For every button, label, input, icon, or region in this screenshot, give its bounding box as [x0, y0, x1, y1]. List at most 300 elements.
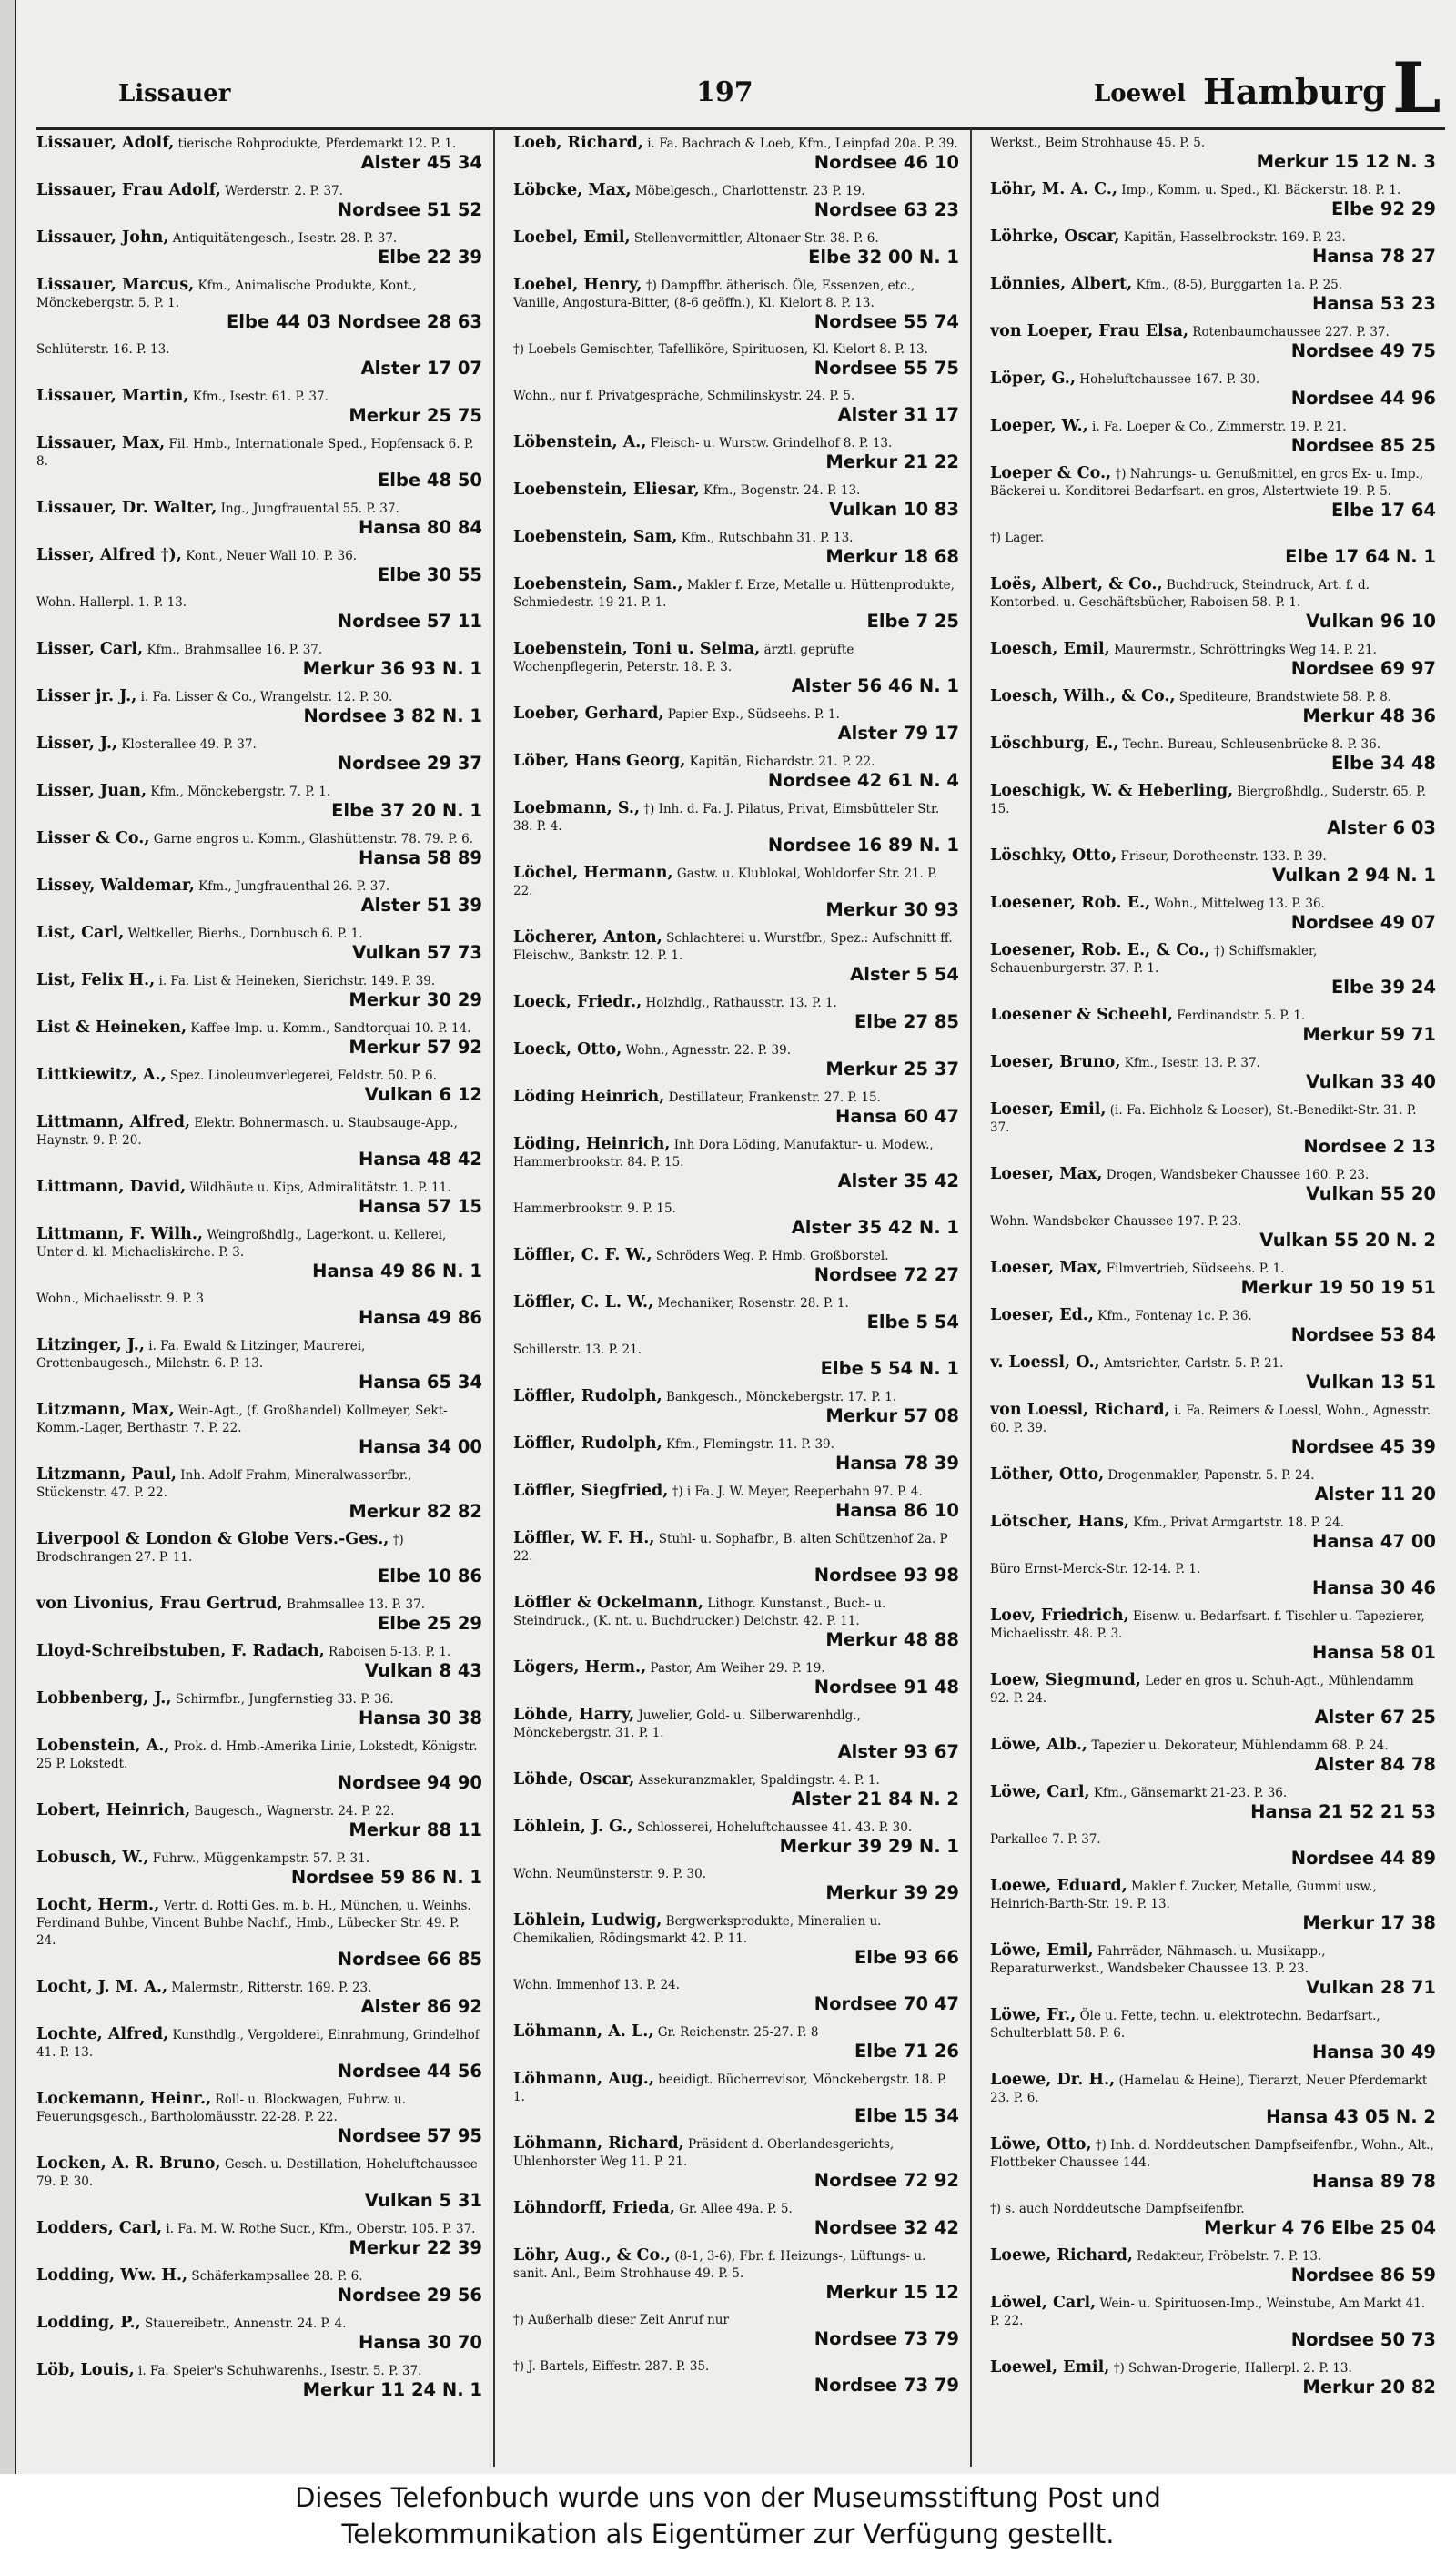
entry-line [990, 641, 1436, 659]
entry-details: Makler f. Zucker, Metalle, Gummi usw., Heinrich-Barth-Str. 19. P. 13. [990, 1880, 1377, 1911]
entry-name: Loesener & Scheehl, [990, 1007, 1173, 1024]
directory-entry [36, 341, 482, 379]
entry-details: Techn. Bureau, Schleusenbrücke 8. P. 36. [1122, 737, 1381, 752]
entry-telephone: Hansa 89 78 [1312, 2171, 1436, 2192]
entry-details: (8-1, 3-6), Fbr. f. Heizungs-, Lüftungs- u. sanit. Anl., Beim Strohhause 49. P. 5. [513, 2249, 926, 2281]
entry-line [990, 1466, 1436, 1485]
entry-line [513, 341, 959, 359]
entry-details: Kfm., Isestr. 13. P. 37. [1124, 1056, 1260, 1070]
entry-name: Loeber, Gerhard, [513, 705, 664, 723]
directory-entry [513, 182, 959, 220]
entry-name: Loeck, Friedr., [513, 994, 642, 1011]
entry-telephone: Hansa 58 01 [1312, 1642, 1436, 1663]
entry-name: Locht, J. M. A., [36, 1979, 168, 1996]
entry-details: Kfm., Rutschbahn 31. P. 13. [681, 531, 854, 545]
entry-telephone: Alster 79 17 [837, 723, 959, 744]
entry-line [36, 1643, 482, 1661]
entry-line [513, 1041, 959, 1059]
entry-telephone: Hansa 30 49 [1312, 2042, 1436, 2062]
entry-line [513, 1707, 959, 1742]
entry-details: Kfm., Brahmsallee 16. P. 37. [147, 643, 323, 657]
directory-entry [36, 2091, 482, 2146]
entry-name: Löffler, C. F. W., [513, 1247, 652, 1264]
entry-telephone: Merkur 22 39 [349, 2237, 482, 2258]
entry-details: Inh Dora Löding, Manufaktur- u. Modew., Hammerbrookstr. 84. P. 15. [513, 1138, 934, 1170]
entry-telephone: Nordsee 57 95 [337, 2125, 482, 2146]
entry-name: Lissauer, Adolf, [36, 135, 175, 152]
entry-details: beeidigt. Bücherrevisor, Mönckebergstr. 18. P. 1. [513, 2073, 947, 2104]
entry-name: Lobenstein, A., [36, 1738, 170, 1755]
entry-telephone: Elbe 93 66 [854, 1947, 959, 1968]
entry-line [990, 942, 1436, 978]
entry-details: Spediteure, Brandstwiete 58. P. 8. [1178, 690, 1392, 704]
entry-name: Löding Heinrich, [513, 1089, 665, 1106]
entry-line [990, 847, 1436, 866]
entry-line [513, 800, 959, 836]
entry-line [36, 1226, 482, 1262]
entry-line [513, 1089, 959, 1107]
entry-line [36, 2315, 482, 2333]
entry-telephone: Nordsee 53 84 [1290, 1324, 1436, 1345]
entry-details: †) Inh. d. Fa. J. Pilatus, Privat, Eimsbütteler Str. 38. P. 4. [513, 802, 940, 834]
entry-telephone: Merkur 18 68 [825, 546, 959, 567]
entry-details: i. Fa. Loeper & Co., Zimmerstr. 19. P. 21. [1092, 420, 1347, 434]
entry-name: Lissauer, John, [36, 229, 169, 247]
entry-details: Weingroßhdlg., Lagerkont. u. Kellerei, Unter d. kl. Michaeliskirche. P. 3. [36, 1228, 447, 1260]
directory-entry [36, 1337, 482, 1393]
entry-name: Litzmann, Paul, [36, 1466, 177, 1484]
directory-entry [513, 1342, 959, 1379]
directory-entry [990, 370, 1436, 409]
entry-details: Malermstr., Ritterstr. 169. P. 23. [171, 1981, 372, 1995]
entry-telephone: Elbe 5 54 [866, 1312, 959, 1333]
entry-telephone: Nordsee 91 48 [814, 1677, 959, 1698]
entry-name: Loeck, Otto, [513, 1041, 622, 1059]
entry-name: Loeschigk, W. & Heberling, [990, 783, 1234, 800]
directory-entry [513, 929, 959, 985]
entry-name: Löffler, W. F. H., [513, 1530, 655, 1547]
entry-telephone: Merkur 39 29 N. 1 [779, 1836, 959, 1857]
directory-entry [36, 500, 482, 538]
entry-details: Präsident d. Oberlandesgerichts, Uhlenhorster Weg 11. P. 21. [513, 2137, 895, 2169]
entry-telephone: Nordsee 70 47 [814, 1993, 959, 2014]
directory-entry [513, 1771, 959, 1809]
entry-details: Schillerstr. 13. P. 21. [513, 1343, 642, 1357]
directory-entry [990, 465, 1436, 521]
entry-details: Buchdruck, Steindruck, Art. f. d. Kontorbed. u. Geschäftsbücher, Raboisen 58. P. 1. [990, 578, 1370, 610]
entry-line [990, 1354, 1436, 1373]
entry-name: Loesch, Emil, [990, 641, 1110, 658]
directory-entry [990, 641, 1436, 679]
entry-telephone: Nordsee 93 98 [814, 1565, 959, 1586]
entry-line [990, 735, 1436, 754]
entry-telephone: Vulkan 13 51 [1306, 1372, 1436, 1393]
entry-details: Wohn. Hallerpl. 1. P. 13. [36, 595, 187, 610]
footer-notice [0, 2474, 1456, 2554]
entry-details: Kfm., Isestr. 61. P. 37. [192, 390, 329, 404]
directory-entry [513, 481, 959, 520]
entry-details: †) Dampffbr. ätherisch. Öle, Essenzen, etc., Vanille, Angostura-Bitter, (8-6 geöffn.), Kl. Kielort 8. P. 13. [513, 279, 915, 310]
directory-entry [36, 641, 482, 679]
entry-details: †) s. auch Norddeutsche Dampfseifenfbr. [990, 2202, 1245, 2216]
entry-telephone: Vulkan 2 94 N. 1 [1271, 865, 1436, 886]
entry-details: Ing., Jungfrauental 55. P. 37. [220, 502, 399, 516]
directory-entry [990, 2295, 1436, 2350]
entry-line [36, 2026, 482, 2062]
entry-name: Loebenstein, Sam, [513, 529, 678, 546]
entry-line [36, 1019, 482, 1038]
directory-entry [513, 1388, 959, 1426]
entry-details: Friseur, Dorotheenstr. 133. P. 39. [1120, 849, 1327, 864]
entry-telephone: Merkur 82 82 [349, 1501, 482, 1522]
entry-telephone: Elbe 92 29 [1330, 198, 1436, 219]
directory-entry [36, 783, 482, 821]
entry-name: Löffler & Ockelmann, [513, 1595, 704, 1612]
entry-line [513, 1659, 959, 1677]
entry-line [990, 1402, 1436, 1437]
directory-entry [36, 2155, 482, 2211]
entry-telephone: Nordsee 2 13 [1303, 1136, 1436, 1157]
entry-telephone: Nordsee 42 61 N. 4 [767, 770, 959, 791]
entry-details: (Hamelau & Heine), Tierarzt, Neuer Pferdemarkt 23. P. 6. [990, 2073, 1428, 2105]
entry-details: Kfm., Privat Armgartstr. 18. P. 24. [1133, 1515, 1345, 1530]
column-1 [36, 135, 482, 2465]
entry-telephone: Elbe 37 20 N. 1 [331, 800, 482, 821]
directory-entry [513, 2135, 959, 2191]
entry-details: Werkst., Beim Strohhause 45. P. 5. [990, 136, 1206, 150]
entry-details: †) Loebels Gemischter, Tafelliköre, Spirituosen, Kl. Kielort 8. P. 13. [513, 342, 928, 357]
directory-entry [36, 1067, 482, 1105]
entry-telephone: Merkur 39 29 [825, 1882, 959, 1903]
entry-name: Löwe, Fr., [990, 2007, 1077, 2024]
entry-name: Löwel, Carl, [990, 2295, 1097, 2312]
entry-telephone: Nordsee 55 74 [814, 311, 959, 332]
entry-line [513, 1866, 959, 1883]
directory-entry [36, 1114, 482, 1170]
entry-line [513, 434, 959, 452]
entry-name: Löhlein, J. G., [513, 1819, 633, 1836]
entry-name: Löhmann, Richard, [513, 2135, 684, 2153]
directory-entry [513, 994, 959, 1032]
entry-line [36, 547, 482, 565]
entry-details: Wohn. Wandsbeker Chaussee 197. P. 23. [990, 1214, 1242, 1229]
entry-telephone: Merkur 57 92 [349, 1037, 482, 1058]
entry-line [990, 228, 1436, 247]
entry-telephone: Alster 31 17 [837, 404, 959, 425]
entry-name: Löwe, Otto, [990, 2136, 1092, 2154]
entry-telephone: Merkur 20 82 [1302, 2377, 1436, 2397]
entry-telephone: Hansa 30 46 [1312, 1577, 1436, 1598]
entry-telephone: Hansa 30 38 [359, 1708, 482, 1728]
entry-name: Löhde, Oscar, [513, 1771, 635, 1789]
entry-line [36, 1337, 482, 1373]
entry-line [990, 2201, 1436, 2218]
entry-telephone: Nordsee 55 75 [814, 358, 959, 379]
entry-name: Löhr, M. A. C., [990, 181, 1117, 198]
directory-entry [36, 688, 482, 726]
entry-name: Littmann, Alfred, [36, 1114, 191, 1131]
entry-line [513, 1483, 959, 1501]
entry-details: Makler f. Erze, Metalle u. Hüttenprodukte, Schmiedestr. 19-21. P. 1. [513, 578, 955, 610]
footer-line: Telekommunikation als Eigentümer zur Verfügung gestellt. [341, 2519, 1115, 2549]
entry-name: Lobbenberg, J., [36, 1690, 172, 1708]
entry-line [36, 925, 482, 943]
entry-details: i. Fa. M. W. Rothe Sucr., Kfm., Oberstr. 105. P. 37. [166, 2222, 476, 2236]
entry-line [513, 229, 959, 248]
directory-entry [36, 1226, 482, 1282]
entry-name: Lisser, Juan, [36, 783, 147, 800]
directory-entry [990, 1054, 1436, 1092]
directory-entry [513, 277, 959, 332]
entry-details: Wein- u. Spirituosen-Imp., Weinstube, Am Markt 41. P. 22. [990, 2296, 1426, 2328]
entry-name: Lissauer, Frau Adolf, [36, 182, 221, 199]
entry-telephone: Hansa 49 86 N. 1 [312, 1261, 482, 1282]
directory-entry [513, 2071, 959, 2126]
entry-name: Liverpool & London & Globe Vers.-Ges., [36, 1531, 389, 1548]
directory-entry [513, 1201, 959, 1238]
entry-line [513, 1136, 959, 1171]
entry-telephone: Nordsee 46 10 [814, 152, 959, 173]
entry-telephone: Nordsee 72 92 [814, 2170, 959, 2191]
entry-telephone: Hansa 21 52 21 53 [1250, 1801, 1436, 1822]
directory-entry [513, 800, 959, 856]
entry-details: Möbelgesch., Charlottenstr. 23 P. 19. [634, 184, 865, 198]
entry-line [990, 1307, 1436, 1325]
entry-line [513, 994, 959, 1012]
entry-name: Löhrke, Oscar, [990, 228, 1120, 246]
directory-entry [990, 2136, 1436, 2192]
entry-telephone: Vulkan 8 43 [364, 1660, 482, 1681]
directory-entry [990, 1466, 1436, 1505]
entry-details: Wohn., Agnesstr. 22. P. 39. [625, 1043, 791, 1058]
entry-details: Assekuranzmakler, Spaldingstr. 4. P. 1. [638, 1773, 880, 1788]
entry-details: i. Fa. List & Heineken, Sierichstr. 149. P. 39. [158, 974, 436, 988]
directory-entry [36, 1738, 482, 1793]
entry-telephone: Alster 45 34 [360, 152, 482, 173]
entry-name: Litzmann, Max, [36, 1402, 175, 1419]
entry-name: Lissauer, Martin, [36, 388, 189, 405]
entry-details: Biergroßhdlg., Suderstr. 65. P. 15. [990, 785, 1426, 816]
entry-line [513, 2312, 959, 2329]
entry-details: Büro Ernst-Merck-Str. 12-14. P. 1. [990, 1562, 1201, 1576]
entry-line [513, 1819, 959, 1837]
entry-name: Löhmann, A. L., [513, 2023, 654, 2041]
entry-name: List, Carl, [36, 925, 125, 942]
entry-line [513, 2358, 959, 2376]
directory-entry [990, 1166, 1436, 1204]
directory-entry [36, 388, 482, 426]
entry-line [513, 705, 959, 724]
entry-name: Löwe, Emil, [990, 1942, 1094, 1960]
entry-name: Löhmann, Aug., [513, 2071, 654, 2088]
directory-entry [990, 1514, 1436, 1552]
entry-details: Werderstr. 2. P. 37. [225, 184, 343, 198]
directory-entry [36, 877, 482, 916]
entry-name: Loebenstein, Eliesar, [513, 481, 700, 499]
entry-line [36, 1114, 482, 1150]
directory-entry [513, 705, 959, 744]
entry-telephone: Hansa 43 05 N. 2 [1266, 2106, 1436, 2127]
entry-name: Loewel, Emil, [990, 2359, 1110, 2377]
entry-telephone: Alster 35 42 [837, 1171, 959, 1191]
entry-telephone: Merkur 30 29 [349, 989, 482, 1010]
directory-entry [513, 1866, 959, 1903]
entry-details: Bergwerksprodukte, Mineralien u. Chemikalien, Rödingsmarkt 42. P. 11. [513, 1914, 882, 1946]
entry-line [36, 1402, 482, 1437]
directory-entry [990, 1672, 1436, 1728]
entry-details: Wein-Agt., (f. Großhandel) Kollmeyer, Sekt-Komm.-Lager, Berthastr. 7. P. 22. [36, 1404, 448, 1435]
directory-entry [513, 2200, 959, 2238]
entry-telephone: Nordsee 29 37 [337, 753, 482, 774]
entry-name: Littmann, David, [36, 1179, 187, 1196]
entry-details: Wohn., Michaelisstr. 9. P. 3 [36, 1292, 204, 1306]
entry-line [513, 1435, 959, 1454]
entry-line [36, 783, 482, 801]
directory-entry [990, 688, 1436, 726]
entry-line [513, 529, 959, 547]
entry-details: Tapezier u. Dekorateur, Mühlendamm 68. P. 24. [1091, 1738, 1389, 1753]
entry-line [990, 2136, 1436, 2172]
entry-telephone: Vulkan 55 20 [1306, 1183, 1436, 1204]
entry-line [36, 2267, 482, 2285]
entry-line [513, 1595, 959, 1630]
entry-details: (i. Fa. Eichholz & Loeser), St.-Benedikt-Str. 31. P. 37. [990, 1103, 1417, 1135]
entry-details: Gr. Allee 49a. P. 5. [679, 2202, 793, 2216]
entry-details: Kapitän, Hasselbrookstr. 169. P. 23. [1123, 230, 1346, 245]
directory-entry [36, 2315, 482, 2353]
entry-name: Lögers, Herm., [513, 1659, 647, 1677]
entry-details: Fahrräder, Nähmasch. u. Musikapp., Reparaturwerkst., Wandsbeker Chaussee 13. P. 23. [990, 1944, 1326, 1976]
entry-details: Kaffee-Imp. u. Komm., Sandtorquai 10. P. 14. [190, 1021, 471, 1036]
entry-name: Loebel, Henry, [513, 277, 642, 294]
directory-entry [513, 2312, 959, 2349]
entry-name: List & Heineken, [36, 1019, 187, 1037]
column-divider [493, 127, 495, 2467]
entry-name: Löffler, Siegfried, [513, 1483, 669, 1500]
entry-telephone: Vulkan 28 71 [1306, 1977, 1436, 1998]
entry-name: Lisser jr. J., [36, 688, 137, 705]
directory-entry [990, 1260, 1436, 1298]
entry-details: Hoheluftchaussee 167. P. 30. [1079, 372, 1260, 387]
entry-telephone: Merkur 11 24 N. 1 [302, 2379, 482, 2400]
entry-name: Loebenstein, Toni u. Selma, [513, 641, 761, 658]
entry-details: Elektr. Bohnermasch. u. Staubsauge-App., Haynstr. 9. P. 20. [36, 1116, 458, 1148]
entry-name: Löhndorff, Frieda, [513, 2200, 675, 2217]
entry-line [36, 435, 482, 471]
entry-line [990, 1942, 1436, 1978]
entry-name: Loebenstein, Sam., [513, 576, 683, 593]
entry-telephone: Alster 6 03 [1327, 817, 1436, 838]
directory-entry [513, 1136, 959, 1191]
entry-details: ärztl. geprüfte Wochenpflegerin, Peterstr. 18. P. 3. [513, 643, 854, 674]
directory-entry [990, 1831, 1436, 1869]
entry-line [36, 1690, 482, 1708]
entry-details: Vertr. d. Rotti Ges. m. b. H., München, u. Weinhs. Ferdinand Buhbe, Vincent Buhbe Nachf., Hmb., Lübecker Str. 49. P. 24. [36, 1899, 471, 1948]
directory-entry [513, 341, 959, 379]
entry-line [990, 1054, 1436, 1072]
entry-telephone: Hansa 65 34 [359, 1372, 482, 1393]
entry-name: Löwe, Carl, [990, 1784, 1090, 1801]
entry-details: Raboisen 5-13. P. 1. [328, 1645, 451, 1659]
directory-entry [990, 1878, 1436, 1933]
column-2 [513, 135, 959, 2465]
entry-details: †) Schiffsmakler, Schauenburgerstr. 37. P. 1. [990, 944, 1318, 976]
directory-entry [36, 435, 482, 491]
directory-entry [990, 735, 1436, 774]
directory-entry [36, 1802, 482, 1840]
entry-line [990, 370, 1436, 389]
entry-name: Loewe, Dr. H., [990, 2072, 1116, 2089]
entry-line [36, 229, 482, 248]
entry-line [990, 1784, 1436, 1802]
entry-name: Littmann, F. Wilh., [36, 1226, 204, 1243]
directory-entry [990, 2072, 1436, 2127]
entry-telephone: Merkur 25 75 [349, 405, 482, 426]
entry-details: Kfm., (8-5), Burggarten 1a. P. 25. [1136, 278, 1343, 292]
entry-name: List, Felix H., [36, 972, 156, 989]
entry-name: Loës, Albert, & Co., [990, 576, 1163, 593]
directory-entry [513, 1977, 959, 2014]
entry-name: Loew, Siegmund, [990, 1672, 1141, 1689]
directory-entry [990, 181, 1436, 219]
entry-details: Kfm., Mönckebergstr. 7. P. 1. [150, 785, 331, 799]
entry-line [36, 1738, 482, 1773]
directory-entry [990, 135, 1436, 172]
entry-line [36, 500, 482, 518]
entry-telephone: Hansa 57 15 [359, 1196, 482, 1217]
entry-name: Loeser, Emil, [990, 1101, 1107, 1119]
entry-details: Pastor, Am Weiher 29. P. 19. [650, 1661, 825, 1676]
entry-telephone: Elbe 32 00 N. 1 [808, 247, 959, 268]
entry-details: Destillateur, Frankenstr. 27. P. 15. [668, 1090, 881, 1105]
entry-details: Wohn. Immenhof 13. P. 24. [513, 1978, 680, 1992]
directory-entry [36, 2026, 482, 2082]
entry-name: Lissey, Waldemar, [36, 877, 195, 895]
entry-details: Gesch. u. Destillation, Hoheluftchaussee 79. P. 30. [36, 2157, 478, 2189]
entry-line [36, 2220, 482, 2238]
directory-entry [513, 2023, 959, 2062]
directory-entry [36, 2220, 482, 2258]
entry-name: Löffler, Rudolph, [513, 1435, 662, 1453]
entry-telephone: Merkur 36 93 N. 1 [302, 658, 482, 679]
entry-name: Löffler, Rudolph, [513, 1388, 662, 1405]
entry-telephone: Nordsee 86 59 [1290, 2265, 1436, 2285]
directory-entry [36, 229, 482, 268]
entry-line [513, 865, 959, 900]
running-header [55, 47, 1447, 128]
directory-entry [36, 135, 482, 173]
entry-details: Wohn., nur f. Privatgespräche, Schmilinskystr. 24. P. 5. [513, 389, 855, 403]
entry-telephone: Elbe 17 64 N. 1 [1285, 546, 1436, 567]
entry-name: Löschburg, E., [990, 735, 1119, 753]
entry-details: Wohn. Neumünsterstr. 9. P. 30. [513, 1867, 707, 1881]
entry-line [36, 1897, 482, 1950]
entry-telephone: Vulkan 55 20 N. 2 [1259, 1230, 1436, 1251]
entry-name: Litzinger, J., [36, 1337, 145, 1354]
entry-line [990, 135, 1436, 152]
entry-details: Kfm., Jungfrauenthal 26. P. 37. [198, 879, 390, 894]
entry-details: i. Fa. Lisser & Co., Wrangelstr. 12. P. 30. [140, 690, 393, 704]
entry-line [513, 135, 959, 153]
entry-telephone: Vulkan 33 40 [1306, 1071, 1436, 1092]
entry-line [990, 1166, 1436, 1184]
entry-line [36, 1596, 482, 1614]
entry-name: Löschky, Otto, [990, 847, 1117, 865]
entry-details: Rotenbaumchaussee 227. P. 37. [1192, 325, 1390, 340]
entry-name: Loeper & Co., [990, 465, 1112, 482]
entry-name: Loebmann, S., [513, 800, 641, 817]
entry-details: Schäferkampsallee 28. P. 6. [191, 2269, 363, 2284]
